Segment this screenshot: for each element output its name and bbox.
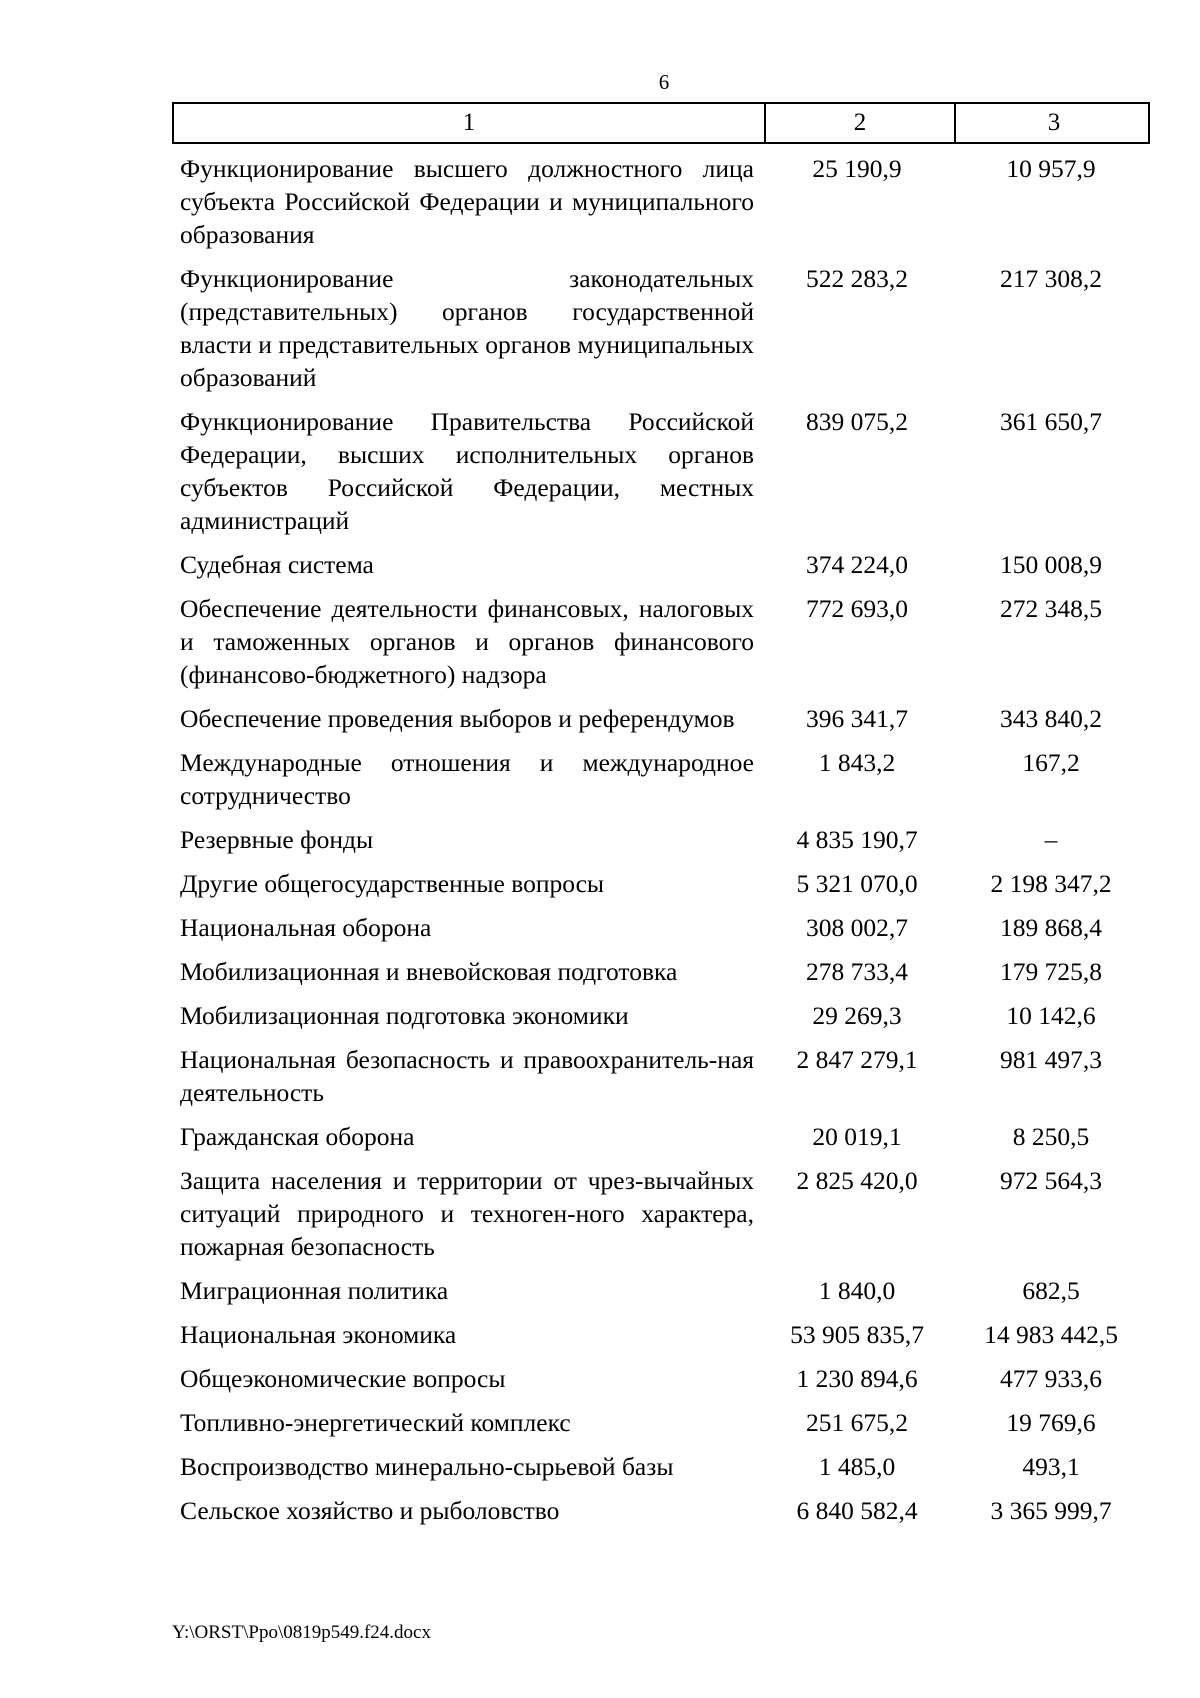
table-row <box>172 262 1150 394</box>
table-row <box>172 548 1150 581</box>
row-value-col-3: 10 957,9 <box>1006 154 1096 183</box>
row-value-col-3: 10 142,6 <box>1006 1001 1096 1030</box>
row-name: Другие общегосударственные вопросы <box>180 869 605 898</box>
row-name: Обеспечение деятельности финансовых, налоговых и таможенных органов и органов финансового (финансово-бюджетного) надзора <box>180 594 754 689</box>
row-value-col-3: 179 725,8 <box>1000 957 1102 986</box>
table-row <box>172 955 1150 988</box>
row-value-col-2: 6 840 582,4 <box>796 1496 918 1525</box>
row-value-col-3: 272 348,5 <box>1000 594 1102 623</box>
row-name: Мобилизационная и вневойсковая подготовка <box>180 957 678 986</box>
table-row <box>172 702 1150 735</box>
row-value-col-2: 772 693,0 <box>806 594 908 623</box>
row-value-col-3: 493,1 <box>1022 1452 1080 1481</box>
table-row <box>172 911 1150 944</box>
row-value-col-2: 1 485,0 <box>818 1452 896 1481</box>
row-value-col-2: 20 019,1 <box>812 1122 902 1151</box>
header-col-1: 1 <box>462 109 476 136</box>
row-value-col-2: 374 224,0 <box>806 550 908 579</box>
row-value-col-3: 2 198 347,2 <box>990 869 1112 898</box>
row-value-col-2: 251 675,2 <box>806 1408 908 1437</box>
table-row <box>172 746 1150 812</box>
row-name: Обеспечение проведения выборов и референдумов <box>180 704 735 733</box>
row-name: Миграционная политика <box>180 1276 449 1305</box>
budget-table <box>172 102 1150 1538</box>
row-name: Мобилизационная подготовка экономики <box>180 1001 629 1030</box>
row-name: Функционирование законодательных (представительных) органов государственной власти и представительных органов муниципальных образований <box>180 264 754 392</box>
row-value-col-3: 189 868,4 <box>1000 913 1102 942</box>
row-name: Защита населения и территории от чрез-вычайных ситуаций природного и техноген-ного характера, пожарная безопасность <box>180 1166 754 1261</box>
header-col-3: 3 <box>954 104 1152 142</box>
table-row <box>172 1450 1150 1483</box>
row-value-col-2: 839 075,2 <box>806 407 908 436</box>
table-row <box>172 405 1150 537</box>
row-value-col-2: 396 341,7 <box>806 704 908 733</box>
table-body <box>172 152 1150 1527</box>
row-value-col-2: 2 847 279,1 <box>796 1045 918 1074</box>
row-name: Гражданская оборона <box>180 1122 415 1151</box>
row-value-col-3: – <box>1044 825 1058 854</box>
row-value-col-3: 972 564,3 <box>1000 1166 1102 1195</box>
row-value-col-3: 477 933,6 <box>1000 1364 1102 1393</box>
table-row <box>172 1043 1150 1109</box>
header-col-2: 2 <box>764 104 954 142</box>
row-value-col-3: 981 497,3 <box>1000 1045 1102 1074</box>
row-value-col-2: 308 002,7 <box>806 913 908 942</box>
row-value-col-2: 25 190,9 <box>812 154 902 183</box>
row-value-col-2: 1 843,2 <box>818 748 896 777</box>
row-value-col-3: 682,5 <box>1022 1276 1080 1305</box>
row-value-col-2: 29 269,3 <box>812 1001 902 1030</box>
row-value-col-2: 278 733,4 <box>806 957 908 986</box>
row-value-col-3: 343 840,2 <box>1000 704 1102 733</box>
row-value-col-2: 5 321 070,0 <box>796 869 918 898</box>
row-value-col-2: 53 905 835,7 <box>790 1320 924 1349</box>
row-value-col-3: 167,2 <box>1022 748 1080 777</box>
table-row <box>172 999 1150 1032</box>
row-value-col-2: 4 835 190,7 <box>796 825 918 854</box>
row-name: Национальная экономика <box>180 1320 457 1349</box>
row-name: Судебная система <box>180 550 374 579</box>
row-name: Национальная безопасность и правоохранитель-ная деятельность <box>180 1045 754 1107</box>
row-value-col-3: 3 365 999,7 <box>990 1496 1112 1525</box>
table-row <box>172 152 1150 251</box>
file-path-footer: Y:\ORST\Ppo\0819p549.f24.docx <box>172 1622 431 1643</box>
page-number: 6 <box>658 70 670 94</box>
row-value-col-3: 8 250,5 <box>1012 1122 1090 1151</box>
row-value-col-3: 14 983 442,5 <box>984 1320 1118 1349</box>
row-name: Функционирование Правительства Российской Федерации, высших исполнительных органов субъектов Российской Федерации, местных администраций <box>180 407 754 535</box>
row-value-col-3: 150 008,9 <box>1000 550 1102 579</box>
table-row <box>172 592 1150 691</box>
row-name: Национальная оборона <box>180 913 432 942</box>
table-row <box>172 1362 1150 1395</box>
table-row <box>172 1164 1150 1263</box>
row-name: Резервные фонды <box>180 825 374 854</box>
table-header <box>172 102 1150 144</box>
table-row <box>172 1274 1150 1307</box>
table-row <box>172 823 1150 856</box>
row-name: Сельское хозяйство и рыболовство <box>180 1496 560 1525</box>
row-name: Воспроизводство минерально-сырьевой базы <box>180 1452 674 1481</box>
row-name: Общеэкономические вопросы <box>180 1364 506 1393</box>
table-row <box>172 1494 1150 1527</box>
row-value-col-3: 361 650,7 <box>1000 407 1102 436</box>
row-name: Международные отношения и международное сотрудничество <box>180 748 754 810</box>
row-name: Топливно-энергетический комплекс <box>180 1408 571 1437</box>
table-row <box>172 1120 1150 1153</box>
row-value-col-3: 19 769,6 <box>1006 1408 1096 1437</box>
table-row <box>172 1406 1150 1439</box>
row-value-col-2: 1 840,0 <box>818 1276 896 1305</box>
row-value-col-3: 217 308,2 <box>1000 264 1102 293</box>
row-value-col-2: 1 230 894,6 <box>796 1364 918 1393</box>
table-row <box>172 867 1150 900</box>
row-value-col-2: 2 825 420,0 <box>796 1166 918 1195</box>
row-name: Функционирование высшего должностного лица субъекта Российской Федерации и муниципального образования <box>180 154 754 249</box>
row-value-col-2: 522 283,2 <box>806 264 908 293</box>
table-row <box>172 1318 1150 1351</box>
